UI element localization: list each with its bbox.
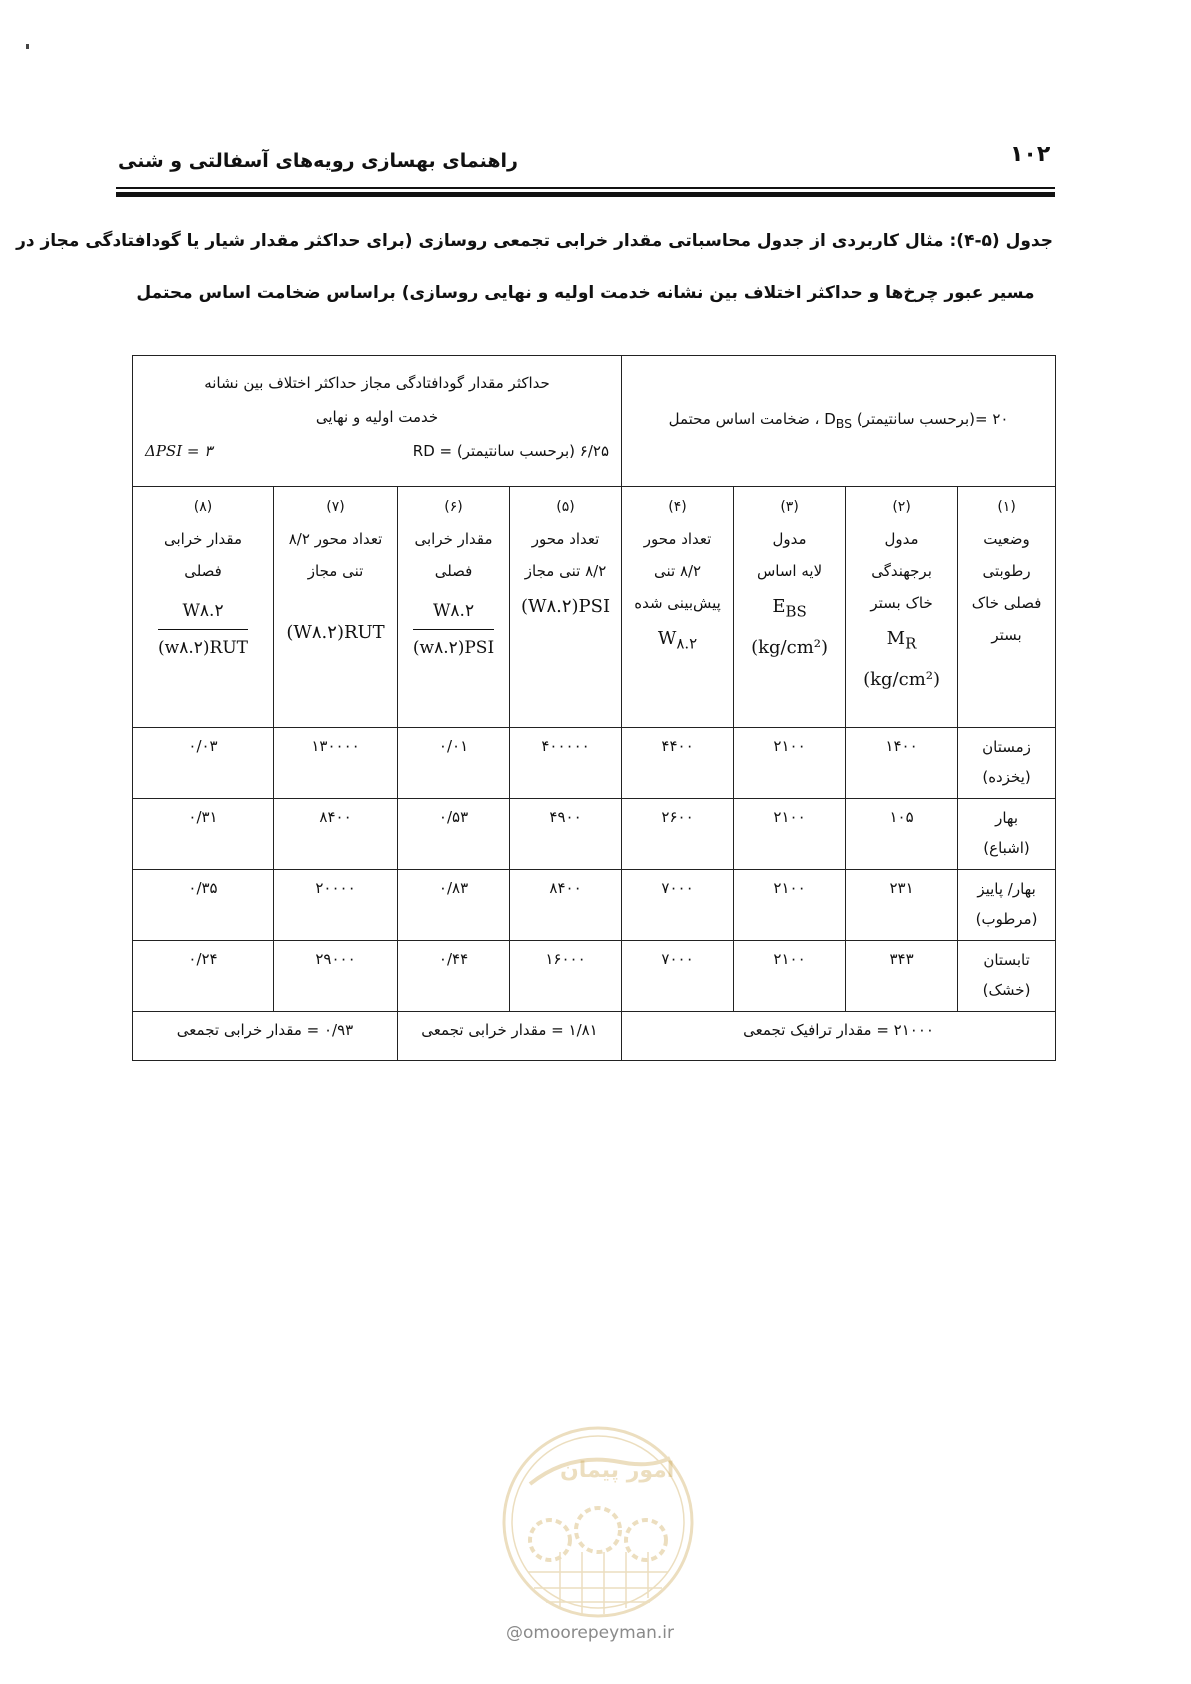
w82-cell: ۴۴۰۰	[622, 728, 734, 799]
season-cell: بهار/ پاییز (مرطوب)	[958, 870, 1056, 941]
rut-allow-cell: ۸۴۰۰	[274, 799, 398, 870]
rut-allow-cell: ۲۹۰۰۰	[274, 941, 398, 1012]
rut-damage-cell: ۰/۲۴	[133, 941, 274, 1012]
rd-value: ۶/۲۵ (برحسب سانتیمتر) = RD	[412, 442, 610, 460]
ebs-cell: ۲۱۰۰	[734, 941, 846, 1012]
w82-cell: ۲۶۰۰	[622, 799, 734, 870]
mr-cell: ۱۰۵	[846, 799, 958, 870]
damage-table	[132, 355, 1056, 1061]
running-head: راهنمای بهسازی رویه‌های آسفالتی و شنی	[118, 150, 518, 172]
psi-allow-cell: ۸۴۰۰	[510, 870, 622, 941]
table-caption-line-2: مسیر عبور چرخ‌ها و حداکثر اختلاف بین نشانه خدمت اولیه و نهایی روسازی) براساس ضخامت اساس محتمل	[136, 283, 1035, 303]
scan-speck	[26, 44, 29, 49]
base-thickness-header: ۲۰ =(برحسب سانتیمتر) $D_{BS}$ ، ضخامت اساس محتمل	[622, 356, 1056, 487]
psi-damage-cell: ۰/۴۴	[398, 941, 510, 1012]
col-head-4: (۴) تعداد محور ۸/۲ تنی پیش‌بینی شده $W_{۸.۲}$	[622, 487, 734, 728]
psi-damage-cell: ۰/۸۳	[398, 870, 510, 941]
cumulative-rut-damage: ۰/۹۳ = مقدار خرابی تجمعی	[133, 1012, 398, 1061]
table-row	[133, 728, 1056, 799]
rut-damage-cell: ۰/۳۱	[133, 799, 274, 870]
psi-allow-cell: ۱۶۰۰۰	[510, 941, 622, 1012]
limits-header-line-1: حداکثر مقدار گودافتادگی مجاز حداکثر اختلاف بین نشانه	[204, 374, 550, 392]
psi-value: ΔPSI = ۳	[145, 442, 213, 460]
col-head-8: (۸) مقدار خرابی فصلی $\frac{W۸.۲}{\text{(w۸.۲)RUT}}$	[133, 487, 274, 728]
season-cell: زمستان (یخزده)	[958, 728, 1056, 799]
ebs-cell: ۲۱۰۰	[734, 870, 846, 941]
rut-allow-cell: ۲۰۰۰۰	[274, 870, 398, 941]
ebs-cell: ۲۱۰۰	[734, 799, 846, 870]
psi-allow-cell: ۴۰۰۰۰۰	[510, 728, 622, 799]
psi-damage-cell: ۰/۵۳	[398, 799, 510, 870]
watermark-logo-text: امور پیمان	[560, 1458, 675, 1483]
rut-damage-cell: ۰/۳۵	[133, 870, 274, 941]
psi-damage-cell: ۰/۰۱	[398, 728, 510, 799]
page-number: ۱۰۲	[1010, 142, 1051, 167]
season-cell: تابستان (خشک)	[958, 941, 1056, 1012]
table-row	[133, 941, 1056, 1012]
limits-header-line-2: خدمت اولیه و نهایی	[315, 408, 439, 426]
watermark-url: @omoorepeyman.ir	[506, 1623, 675, 1643]
w82-cell: ۷۰۰۰	[622, 870, 734, 941]
header-rule-thick	[116, 192, 1055, 197]
w82-cell: ۷۰۰۰	[622, 941, 734, 1012]
header-rule-thin	[116, 187, 1055, 189]
table-row	[133, 799, 1056, 870]
psi-allow-cell: ۴۹۰۰	[510, 799, 622, 870]
col-head-3: (۳) مدول لایه اساس $E_{BS}$ (kg/cm²)	[734, 487, 846, 728]
rut-allow-cell: ۱۳۰۰۰۰	[274, 728, 398, 799]
col-head-2: (۲) مدول برجهندگی خاک بستر $M_R$ (kg/cm²)	[846, 487, 958, 728]
cumulative-traffic: ۲۱۰۰۰ = مقدار ترافیک تجمعی	[622, 1012, 1056, 1061]
totals-row	[133, 1012, 1056, 1061]
watermark-logo	[500, 1422, 696, 1642]
ebs-cell: ۲۱۰۰	[734, 728, 846, 799]
mr-cell: ۳۴۳	[846, 941, 958, 1012]
cumulative-psi-damage: ۱/۸۱ = مقدار خرابی تجمعی	[398, 1012, 622, 1061]
col-head-6: (۶) مقدار خرابی فصلی $\frac{W۸.۲}{\text{(w۸.۲)PSI}}$	[398, 487, 510, 728]
col-head-5: (۵) تعداد محور ۸/۲ تنی مجاز (W۸.۲)PSI	[510, 487, 622, 728]
col-head-1: (۱) وضعیت رطوبتی فصلی خاک بستر	[958, 487, 1056, 728]
col-head-7: (۷) تعداد محور ۸/۲ تنی مجاز (W۸.۲)RUT	[274, 487, 398, 728]
rut-damage-cell: ۰/۰۳	[133, 728, 274, 799]
table-row	[133, 870, 1056, 941]
season-cell: بهار (اشباع)	[958, 799, 1056, 870]
limits-header	[133, 356, 622, 487]
mr-cell: ۱۴۰۰	[846, 728, 958, 799]
mr-cell: ۲۳۱	[846, 870, 958, 941]
table-caption-line-1: جدول (۵-۴): مثال کاربردی از جدول محاسباتی مقدار خرابی تجمعی روسازی (برای حداکثر مقدار شیار یا گودافتادگی مجاز در	[16, 231, 1053, 251]
